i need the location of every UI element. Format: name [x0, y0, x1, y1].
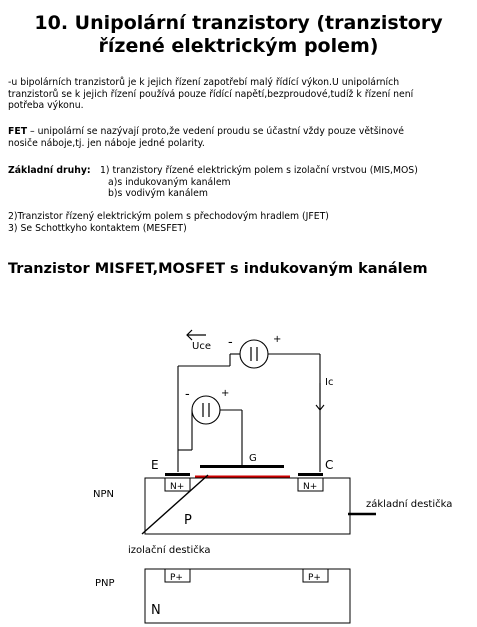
gate-label: G — [249, 453, 257, 464]
insulator-label: izolační destička — [128, 545, 211, 556]
section-heading: Tranzistor MISFET,MOSFET s indukovaným kanálem — [8, 261, 428, 277]
collector-contact — [298, 473, 323, 476]
n-region-label: N — [151, 603, 161, 618]
fet-line-2: nosiče náboje,tj. jen náboje jedné polarity. — [8, 137, 205, 149]
pnp-drain-label: P+ — [308, 573, 321, 583]
fet-label: FET — [8, 126, 28, 137]
p-region-label: P — [184, 513, 192, 528]
top-minus: - — [228, 335, 233, 350]
fet-line-1: – unipolární se nazývají proto,že vedení proudu se účastní vždy pouze většinové — [27, 126, 404, 137]
basic-types-label: Základní druhy: — [8, 165, 91, 176]
npn-label: NPN — [93, 489, 114, 500]
npn-source-label: N+ — [170, 482, 185, 492]
ic-arrow-icon — [316, 383, 324, 410]
gate-minus: - — [185, 387, 190, 402]
uce-arrow-icon — [187, 330, 206, 340]
intro-line-1: -u bipolárních tranzistorů je k jejich řízení zapotřebí malý řídící výkon.U unipolárních — [8, 77, 400, 88]
gate-plus: + — [221, 388, 230, 399]
title-line-2: řízené elektrickým polem) — [98, 35, 379, 57]
uce-label: Uce — [192, 341, 211, 352]
intro-line-3: potřeba výkonu. — [8, 100, 84, 111]
top-voltage-source-icon — [240, 340, 268, 368]
substrate-label: základní destička — [366, 499, 453, 510]
pnp-label: PNP — [95, 578, 115, 589]
intro-line-2: tranzistorů se k jejich řízení používá pouze řídící napětí,bezproudové,tudíž k řízení není — [8, 88, 414, 100]
item-2: 2)Tranzistor řízený elektrickým polem s přechodovým hradlem (JFET) — [8, 211, 329, 222]
item-3: 3) Se Schottkyho kontaktem (MESFET) — [8, 222, 187, 234]
pnp-source-label: P+ — [170, 573, 183, 583]
gate-electrode — [200, 465, 284, 468]
ic-label: Ic — [325, 377, 334, 388]
emitter-label: E — [151, 458, 159, 472]
top-plus: + — [273, 334, 282, 345]
collector-label: C — [325, 458, 334, 472]
title-line-1: 10. Unipolární tranzistory (tranzistory — [34, 12, 443, 34]
basic-item-1: 1) tranzistory řízené elektrickým polem s izolační vrstvou (MIS,MOS) — [100, 165, 418, 176]
basic-item-1a: a)s indukovaným kanálem — [108, 176, 231, 188]
gate-voltage-source-icon — [192, 396, 220, 424]
emitter-contact — [165, 473, 190, 476]
npn-drain-label: N+ — [303, 482, 318, 492]
basic-item-1b: b)s vodivým kanálem — [108, 188, 208, 199]
